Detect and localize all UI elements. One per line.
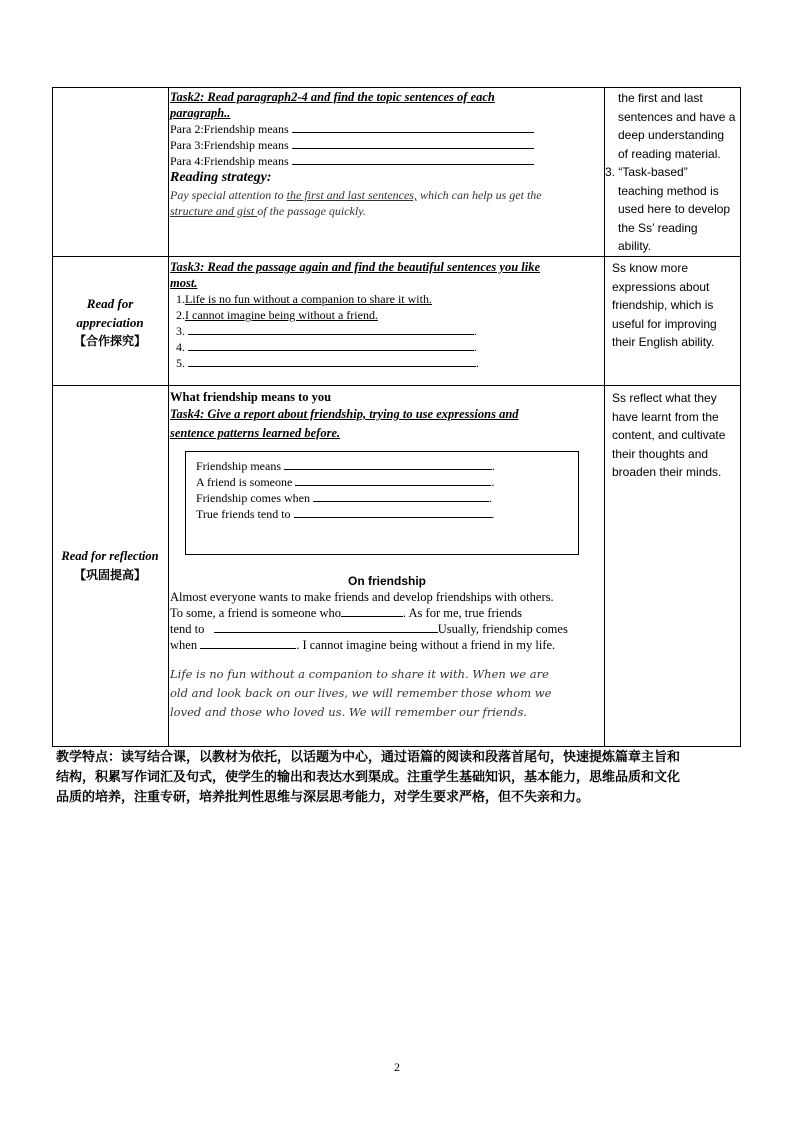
frame-line: A friend is someone . [196,475,495,489]
para2-line [170,121,604,137]
item-text: I cannot imagine being without a friend. [185,308,378,322]
task4-title-line1: Task4: Give a report about friendship, trying to use expressions and [170,407,519,421]
frame-text: Friendship means [196,459,281,473]
objective-line: 3. “Task-based” [605,165,688,179]
frame-text: True friends tend to [196,507,291,521]
essay-line3 [170,621,604,637]
objective-line: have learnt from the [612,409,719,424]
note-line: 品质的培养，注重专研，培养批判性思维与深层思考能力，对学生要求严格，但不失亲和力。 [56,790,590,805]
frame-line: Friendship comes when . [196,491,492,505]
objective-line: their English ability. [612,335,715,349]
quote-line: old and look back on our lives, we will remember those whom we [170,686,552,700]
objective-line: ability. [618,239,652,253]
item-num: 3. [176,324,185,338]
para3-label: Para 3:Friendship means [170,138,289,152]
row3-objective [612,389,739,482]
note-line: 结构，积累写作词汇及句式，使学生的输出和表达水到渠成。注重学生基础知识，基本能力，思维品质和文化 [56,770,681,785]
objective-line: deep understanding [618,128,725,142]
label-line2: appreciation [76,315,144,330]
objective-line: friendship, which is [612,298,714,312]
para4-label: Para 4:Friendship means [170,154,289,168]
objective-line: their thoughts and [612,446,709,461]
task2-title-line1: Task2: Read paragraph2-4 and find the topic sentences of each [170,90,495,104]
frame-line: True friends tend to . [196,507,495,521]
task3-title-line2: most. [170,276,198,290]
item-num: 5. [176,356,185,370]
essay-text: . I cannot imagine being without a friend in my life. [296,638,556,652]
item-text: Life is no fun without a companion to share it with. [185,292,432,306]
item-num: 4. [176,340,185,354]
sentence-2 [170,307,604,323]
sentence-blank[interactable] [188,356,476,367]
essay-line2 [170,605,604,621]
row2-content [170,259,604,371]
para2-blank[interactable] [292,122,534,133]
column-divider-1 [168,87,169,747]
row2-label [52,294,168,351]
task3-title-line1: Task3: Read the passage again and find the beautiful sentences you like [170,260,541,274]
essay-block [170,573,604,722]
row1-objective [605,89,739,256]
objective-line: Ss know more [612,261,689,275]
frame-blank[interactable] [295,475,491,486]
note-line: 教学特点：读写结合课，以教材为依托，以话题为中心，通过语篇的阅读和段落首尾句，快速提炼篇章主旨和 [56,750,681,765]
row3-content [170,389,604,443]
para3-blank[interactable] [292,138,534,149]
essay-line4 [170,637,604,653]
essay-blank[interactable] [341,606,403,617]
objective-line: content, and cultivate [612,428,726,442]
report-frame-lines [196,458,495,522]
label-cn: 【合作探究】 [73,334,146,348]
essay-blank[interactable] [200,638,296,649]
row1-content [170,89,604,219]
sentence-blank[interactable] [188,324,474,335]
item-num: 2. [176,308,185,322]
essay-text: To some, a friend is someone who [170,606,341,620]
task4-title-line2: sentence patterns learned before. [170,426,341,440]
strategy-text-b: the first and last sentences, [286,188,417,202]
strategy-text-e: of the passage quickly. [257,204,366,218]
quote-block [170,665,604,722]
label-line1: Read for [86,296,134,311]
para4-blank[interactable] [292,154,534,165]
frame-blank[interactable] [294,507,492,518]
item-num: 1. [176,292,185,306]
sentence-5: 5. . [176,356,479,370]
objective-line: expressions about [612,279,710,294]
essay-text: when [170,638,198,652]
sentence-blank[interactable] [188,340,474,351]
para2-label: Para 2:Friendship means [170,122,289,136]
strategy-line1 [170,187,604,203]
task2-title-line2: paragraph.. [170,106,231,120]
objective-line: Ss reflect what they [612,391,717,405]
essay-blank[interactable] [214,622,438,633]
frame-blank[interactable] [284,459,492,470]
strategy-text-a: Pay special attention to [170,188,287,202]
para4-line [170,153,604,169]
row2-objective [612,259,739,352]
lesson-plan-table [52,87,741,747]
objective-line: used here to develop [618,202,731,216]
sentence-1 [170,291,604,307]
page-number: 2 [394,1060,400,1074]
essay-title: On friendship [348,574,426,588]
quote-line: Life is no fun without a companion to share it with. When we are [170,667,549,681]
para3-line [170,137,604,153]
reading-strategy-heading: Reading strategy: [170,170,272,185]
frame-text: A friend is someone [196,475,293,489]
strategy-text-c: which can help us get the [416,188,542,202]
quote-line: loved and those who loved us. We will remember our friends. [170,705,528,719]
teaching-features-note [56,748,746,808]
row3-label [52,547,168,585]
essay-line1: Almost everyone wants to make friends and develop friendships with others. [170,590,554,604]
objective-line: broaden their minds. [612,465,722,479]
sentence-3: 3. . [176,324,477,338]
label-cn: 【巩固提高】 [73,568,146,582]
section-heading: What friendship means to you [170,390,332,404]
objective-line: the first and last [618,91,703,105]
essay-text: Usually, friendship comes [437,622,568,636]
essay-text: . As for me, true friends [402,606,523,620]
frame-blank[interactable] [313,491,489,502]
objective-line: of reading material. [618,146,721,161]
objective-line: teaching method is [618,183,719,198]
frame-text: Friendship comes when [196,491,310,505]
frame-line: Friendship means . [196,459,495,473]
row-divider-2 [52,385,741,386]
objective-line: the Ss’ reading [618,220,698,235]
sentence-4: 4. . [176,340,477,354]
objective-line: sentences and have a [618,109,736,124]
report-frame-box [185,451,579,555]
strategy-line2 [170,203,604,219]
label-line1: Read for reflection [61,549,159,563]
objective-line: useful for improving [612,316,717,331]
row-divider-1 [52,256,741,257]
essay-text: tend to [170,622,205,636]
strategy-text-d: structure and gist [170,204,258,218]
